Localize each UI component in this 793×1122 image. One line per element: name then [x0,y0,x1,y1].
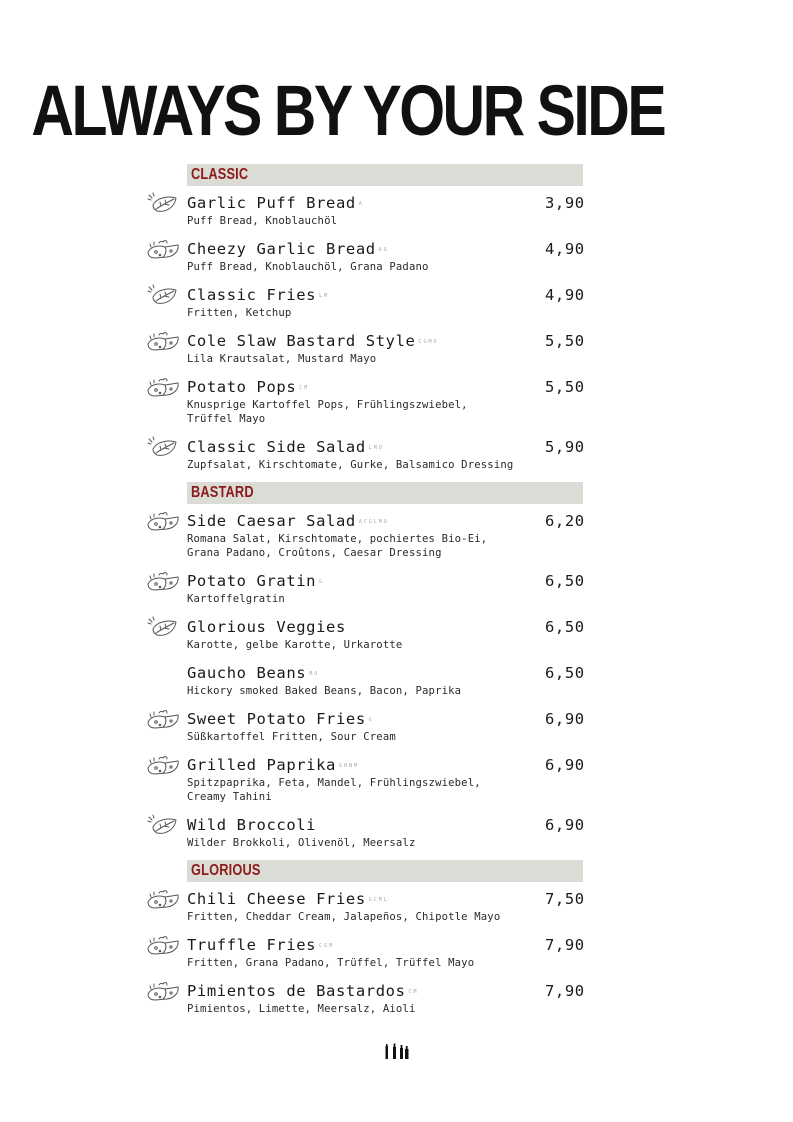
item-price: 5,50 [545,332,585,350]
item-price: 6,50 [545,618,585,636]
item-allergens: CGMO [418,338,439,345]
item-name-line [187,238,389,260]
item-price: 6,50 [545,664,585,682]
item-description [187,352,547,366]
item-name: Gaucho Beans [187,664,307,682]
item-name: Wild Broccoli [187,816,317,834]
item-name: Potato Gratin [187,572,317,590]
item-name-line [187,376,309,398]
item-name-line [187,192,364,214]
cheese-icon [145,888,181,912]
cheese-icon [145,238,181,262]
item-price: 4,90 [545,286,585,304]
item-name-line [187,330,438,352]
bottles-logo-icon [384,1043,410,1061]
menu-item [0,570,793,616]
item-allergens: CGM [319,942,335,949]
item-allergens: AG [378,246,389,253]
item-description [187,956,547,970]
item-description-line: Fritten, Grana Padano, Trüffel, Trüffel Mayo [187,957,475,969]
item-price: 7,90 [545,936,585,954]
item-price: 7,50 [545,890,585,908]
item-name-line [187,980,419,1002]
cheese-icon [145,708,181,732]
menu-item [0,436,793,482]
item-price: 6,90 [545,816,585,834]
item-description [187,730,547,744]
item-name: Pimientos de Bastardos [187,982,406,1000]
item-name-line [187,436,384,458]
category-label: BASTARD [191,484,254,501]
item-name: Cheezy Garlic Bread [187,240,376,258]
menu-item [0,330,793,376]
item-allergens: GHNM [338,762,360,769]
item-description [187,836,547,850]
item-description [187,592,547,606]
item-description [187,458,547,472]
item-description-line: Lila Krautsalat, Mustard Mayo [187,353,377,365]
cheese-icon [145,330,181,354]
cheese-icon [145,934,181,958]
menu-item [0,510,793,570]
item-description-line: Trüffel Mayo [187,413,266,425]
category-header [187,482,583,504]
item-name-line [187,708,374,730]
item-allergens: A [358,200,364,207]
item-name: Potato Pops [187,378,297,396]
item-price: 5,90 [545,438,585,456]
item-allergens: MO [309,670,320,677]
item-description-line: Süßkartoffel Fritten, Sour Cream [187,731,396,743]
menu-item [0,616,793,662]
item-description-line: Romana Salat, Kirschtomate, pochiertes Bio-Ei, [187,533,488,545]
item-description-line: Wilder Brokkoli, Olivenöl, Meersalz [187,837,416,849]
menu-item [0,662,793,708]
item-allergens: G [368,716,374,723]
item-name: Side Caesar Salad [187,512,356,530]
item-price: 6,50 [545,572,585,590]
item-name-line [187,616,346,638]
menu-item [0,814,793,860]
item-name: Classic Side Salad [187,438,366,456]
leaf-icon [145,436,181,460]
page-title: ALWAYS BY YOUR SIDE [31,72,665,151]
item-allergens: CM [299,384,310,391]
item-allergens: GCML [368,896,389,903]
item-allergens: LM [319,292,330,299]
item-description-line: Grana Padano, Croûtons, Caesar Dressing [187,547,442,559]
item-price: 6,90 [545,756,585,774]
item-description-line: Puff Bread, Knoblauchöl, Grana Padano [187,261,429,273]
item-description-line: Fritten, Cheddar Cream, Jalapeños, Chipotle Mayo [187,911,501,923]
leaf-icon [145,284,181,308]
item-name-line [187,814,316,836]
cheese-icon [145,570,181,594]
item-price: 5,50 [545,378,585,396]
leaf-icon [145,616,181,640]
item-description-line: Puff Bread, Knoblauchöl [187,215,338,227]
item-name: Chili Cheese Fries [187,890,366,908]
item-name-line [187,284,329,306]
item-price: 7,90 [545,982,585,1000]
menu-item [0,708,793,754]
cheese-icon [145,754,181,778]
item-allergens: ACGLMO [358,518,389,525]
item-description [187,306,547,320]
item-name-line [187,888,389,910]
item-description [187,398,547,426]
item-description [187,638,547,652]
menu-item [0,238,793,284]
item-name-line [187,510,389,532]
item-name-line [187,754,359,776]
category-header [187,860,583,882]
item-name-line [187,570,324,592]
item-description [187,260,547,274]
item-description [187,214,547,228]
cheese-icon [145,510,181,534]
category-label: GLORIOUS [191,862,261,879]
menu-item [0,192,793,238]
item-description-line: Karotte, gelbe Karotte, Urkarotte [187,639,403,651]
item-price: 4,90 [545,240,585,258]
item-description-line: Spitzpaprika, Feta, Mandel, Frühlingszwiebel, [187,777,481,789]
menu-item [0,934,793,980]
menu-item [0,284,793,330]
item-price: 6,20 [545,512,585,530]
item-name: Truffle Fries [187,936,317,954]
item-name: Classic Fries [187,286,317,304]
leaf-icon [145,192,181,216]
item-name: Sweet Potato Fries [187,710,366,728]
item-description-line: Pimientos, Limette, Meersalz, Aioli [187,1003,416,1015]
item-description [187,1002,547,1016]
cheese-icon [145,376,181,400]
item-name-line [187,662,319,684]
item-allergens: G [319,578,325,585]
item-name: Grilled Paprika [187,756,336,774]
item-allergens: LMO [368,444,384,451]
item-description [187,532,547,560]
item-name-line [187,934,334,956]
menu-item [0,376,793,436]
category-label: CLASSIC [191,166,249,183]
item-name: Glorious Veggies [187,618,346,636]
item-description [187,776,547,804]
menu-item [0,754,793,814]
item-name: Cole Slaw Bastard Style [187,332,416,350]
item-description-line: Zupfsalat, Kirschtomate, Gurke, Balsamico Dressing [187,459,514,471]
menu-list [0,164,793,1026]
category-header [187,164,583,186]
item-name: Garlic Puff Bread [187,194,356,212]
item-description-line: Fritten, Ketchup [187,307,292,319]
menu-item [0,980,793,1026]
item-allergens: CM [408,988,419,995]
menu-item [0,888,793,934]
item-price: 3,90 [545,194,585,212]
item-description-line: Kartoffelgratin [187,593,285,605]
item-description-line: Creamy Tahini [187,791,272,803]
item-description [187,910,547,924]
item-description-line: Knusprige Kartoffel Pops, Frühlingszwiebel, [187,399,468,411]
cheese-icon [145,980,181,1004]
leaf-icon [145,814,181,838]
item-description [187,684,547,698]
item-description-line: Hickory smoked Baked Beans, Bacon, Paprika [187,685,462,697]
item-price: 6,90 [545,710,585,728]
